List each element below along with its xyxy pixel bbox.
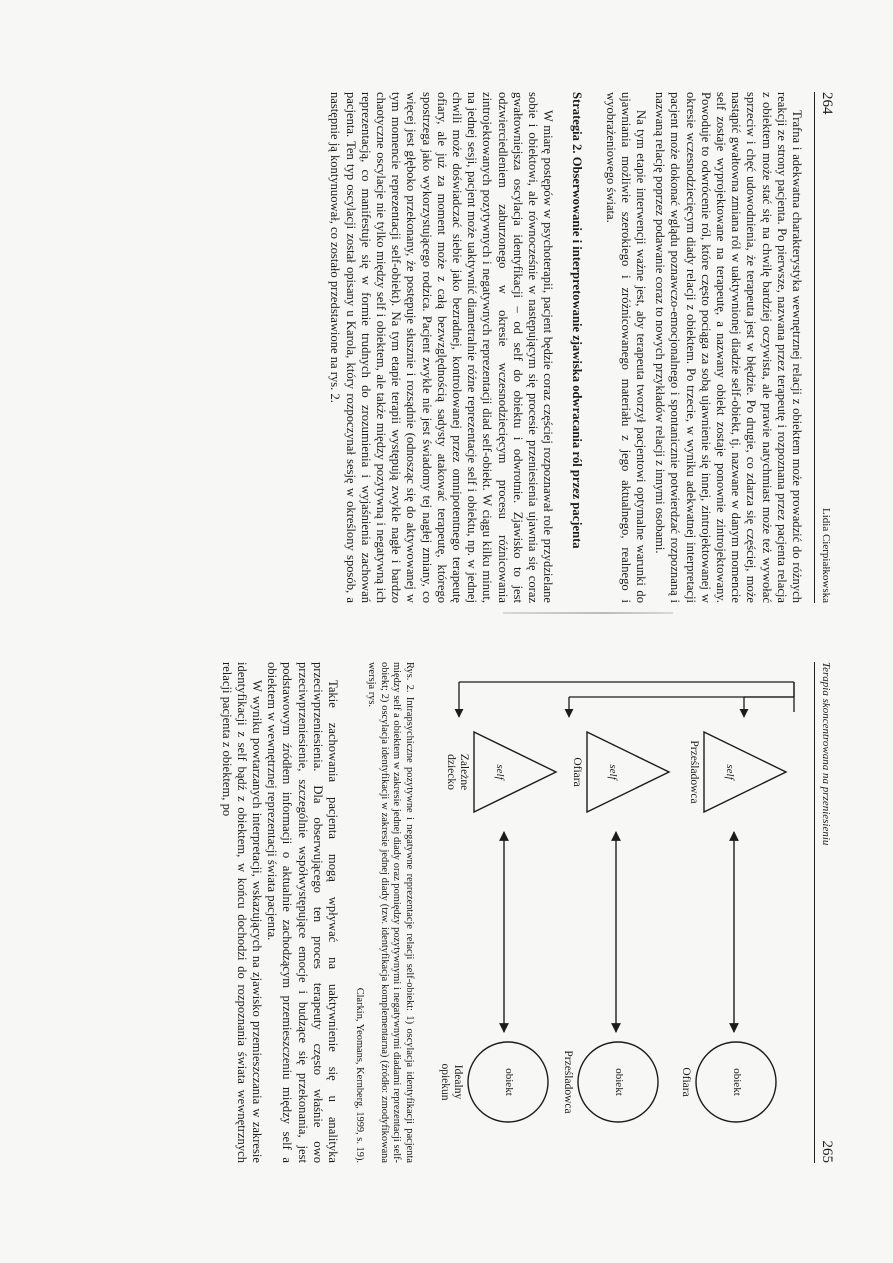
caption-text: Intrapsychiczne pozytywne i negatywne reprezentacje relacji self-obiekt: 1) oscylacja identyfikacji pacjenta między self a obiektem w zakresie jednej diady oraz pomiędzy pozytywnymi i negatywnymi diadami reprezentacji self-obiekt; 2) oscylacja identyfikacji w zakresie jednej diady (tzw. identyfikacja komplementarna) (źródło: zmodyfikowana wersja rys. bbox=[366, 662, 415, 1163]
paragraph: Na tym etapie interwencji ważne jest, aby terapeuta tworzył pacjentowi optymalne warunki do ujawniania możliwie szerokiego i zróżnicowanego materiału z jego aktualnego, realnego i wyobrażeniowego świata. bbox=[603, 92, 648, 603]
self-triangle bbox=[704, 732, 786, 812]
gutter-shadow bbox=[503, 612, 673, 614]
running-header-left bbox=[814, 92, 835, 603]
self-label: self bbox=[494, 764, 506, 780]
page-number-left: 264 bbox=[819, 92, 835, 115]
caption-lead: Rys. 2. bbox=[404, 662, 415, 693]
page-265 bbox=[0, 632, 893, 1263]
running-head-author: Lidia Cierpiałkowska bbox=[820, 507, 832, 603]
role-label: Ofiara bbox=[680, 1067, 692, 1097]
object-label: obiekt bbox=[503, 1068, 515, 1096]
figure-2-diagram bbox=[419, 662, 804, 1163]
paragraph: W miarę postępów w psychoterapii, pacjent będzie coraz częściej rozpoznawał role przydzielane sobie i obiektowi, ale równocześnie w następującym się procesie przeniesienia ujawnia się coraz gwałtowniejsza oscylacja identyfikacji – od self do obiektu i odwrotnie. Zjawisko to jest odzwierciedleniem zaburzonego w okresie wczesnodziecięcym procesu różnicowania zintrojektowanych pozytywnych i negatywnych reprezentacji diad self-obiekt. W ciągu kilku minut, na jednej sesji, pacjent może uaktywnić diametralnie różne reprezentacje self i obiektu, np. w jednej chwili może doświadczać siebie jako bezradnej, kontrolowanej przez omnipotentnego terapeutę ofiary, ale już za moment może z całą bezwzględnością sadysty atakować terapeutę, którego spostrzega jako wykorzystującego rodzica. Pacjent zwykle nie jest świadomy tej nagłej zmiany, co więcej jest głęboko przekonany, że postępuje słusznie i rozsądnie (odnosząc się do aktywowanej w tym momencie reprezentacji self-obiekt). Na tym etapie terapii występują zwykle nagłe i bardzo chaotyczne oscylacje nie tylko między self i obiektem, ale także między pozytywną i negatywną ich reprezentacją, co manifestuje się w formie trudnych do zrozumienia i wyjaśnienia zachowań pacjenta. Ten typ oscylacji został opisany u Karola, który rozpoczynał sesję w określony sposób, a następnie ją kontynuował, co zostało przedstawione na rys. 2. bbox=[328, 92, 556, 603]
paragraph: W wyniku powtarzanych interpretacji, wskazujących na zjawisko przemieszczania w zakresie identyfikacji z self bądź z obiektem, w końcu dochodzi do rozpoznania świata wewnętrznych relacji pacjenta z obiektem, po bbox=[219, 662, 265, 1163]
self-triangle bbox=[474, 732, 556, 812]
object-label: obiekt bbox=[731, 1068, 743, 1096]
figure-caption bbox=[352, 662, 415, 1163]
diagram-svg bbox=[419, 662, 804, 1162]
role-label: Idealny opiekun bbox=[439, 1063, 464, 1101]
self-triangle bbox=[587, 732, 669, 812]
role-label: Zależne dziecko bbox=[445, 753, 470, 791]
right-body-text bbox=[218, 662, 340, 1163]
role-label: Ofiara bbox=[571, 757, 583, 787]
section-heading: Strategia 2. Obserwowanie i interpretowanie zjawiska odwracania ról przez pacjenta bbox=[570, 92, 585, 549]
object-label: obiekt bbox=[613, 1068, 625, 1096]
self-label: self bbox=[724, 764, 736, 780]
left-body-text bbox=[327, 92, 804, 603]
running-header-right bbox=[814, 662, 835, 1163]
page-264 bbox=[0, 0, 893, 631]
paragraph: Takie zachowania pacjenta mogą wpływać na uaktywnienie się u analityka przeciwprzeniesienia. Dla obserwującego ten proces terapeuty często właśnie owo przeciwprzeniesienie, szczególnie współwystępujące emocje i budzące się przekonania, jest podstawowym źródłem informacji o aktualnie zachodzącym przemieszczeniu między self a obiektem w wewnętrznej reprezentacji świata pacjenta. bbox=[265, 662, 341, 1163]
self-label: self bbox=[607, 764, 619, 780]
paragraph: Trafna i adekwatna charakterystyka wewnętrznej relacji z obiektem może prowadzić do różnych reakcji ze strony pacjenta. Po pierwsze, nazwana przez terapeutę i rozpoznana przez pacjenta relacja z obiektem może stać się na chwilę bardziej oczywista, ale prawie natychmiast może też wywołać sprzeciw i chęć udowodnienia, że terapeuta jest w błędzie. Po drugie, co zdarza się częściej, może nastąpić gwałtowna zmiana ról w uaktywnionej diadzie self-obiekt, tj. nazwane w danym momencie self zostaje wyprojektowane na terapeutę, a nazwany obiekt zostaje ponownie zintrojektowany. Powoduje to odwrócenie ról, które często pociąga za sobą ujawnienie się innej, zintrojektowanej w okresie wczesnodziecięcym diady relacji z obiektem. Po trzecie, w wyniku adekwatnej interpretacji pacjent może dokonać wglądu poznawczo-emocjonalnego i spontanicznie potwierdzać rozpoznaną i nazwaną relację poprzez podawanie coraz to nowych przykładów relacji z innymi osobami. bbox=[653, 92, 804, 603]
running-head-title: Terapia skoncentrowana na przeniesieniu bbox=[820, 662, 832, 846]
role-label: Prześladowca bbox=[562, 1050, 574, 1114]
page-number-right: 265 bbox=[819, 1140, 835, 1163]
caption-source: Clarkin, Yeomans, Kernberg, 1999, s. 19). bbox=[353, 987, 365, 1163]
role-label: Prześladowca bbox=[688, 740, 700, 804]
